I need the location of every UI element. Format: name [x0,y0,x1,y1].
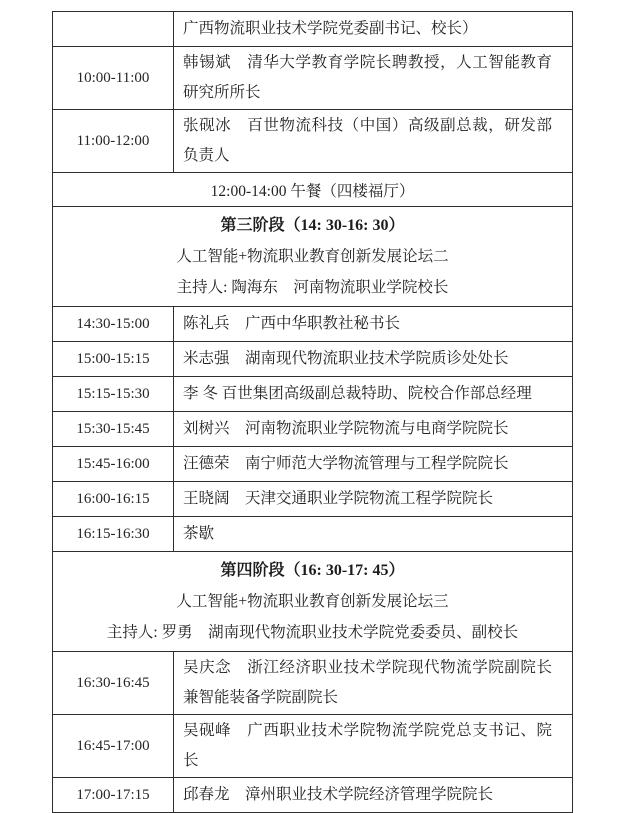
stage-header-row [53,207,573,307]
agenda-row [53,778,573,813]
speaker-cell: 韩锡斌 清华大学教育学院长聘教授，人工智能教育研究所所长 [174,47,573,110]
speaker-cell: 陈礼兵 广西中华职教社秘书长 [174,307,573,342]
stage-host-line: 主持人: 陶海东 河南物流职业学院校长 [176,279,449,296]
speaker-cell: 王晓阔 天津交通职业学院物流工程学院院长 [174,482,573,517]
speaker-cell: 广西物流职业技术学院党委副书记、校长） [174,12,573,47]
speaker-cell: 吴庆念 浙江经济职业技术学院现代物流学院副院长兼智能装备学院副院长 [174,652,573,715]
time-cell: 15:30-15:45 [53,412,174,447]
agenda-row [53,307,573,342]
stage-header-cell [53,552,573,652]
agenda-table [52,11,573,813]
stage-header-row [53,552,573,652]
time-cell: 16:45-17:00 [53,715,174,778]
time-cell [53,12,174,47]
agenda-row [53,715,573,778]
speaker-cell: 刘树兴 河南物流职业学院物流与电商学院院长 [174,412,573,447]
time-cell: 16:30-16:45 [53,652,174,715]
agenda-row [53,110,573,173]
time-cell: 16:00-16:15 [53,482,174,517]
speaker-cell: 米志强 湖南现代物流职业技术学院质诊处处长 [174,342,573,377]
agenda-table-body [53,12,573,813]
agenda-row [53,412,573,447]
agenda-row [53,377,573,412]
agenda-row [53,482,573,517]
stage-host-line: 主持人: 罗勇 湖南现代物流职业技术学院党委委员、副校长 [106,624,519,641]
agenda-row [53,652,573,715]
agenda-row [53,47,573,110]
stage-forum-subtitle: 人工智能+物流职业教育创新发展论坛三 [176,593,449,610]
time-cell: 15:45-16:00 [53,447,174,482]
agenda-row [53,342,573,377]
time-cell: 14:30-15:00 [53,307,174,342]
agenda-row [53,447,573,482]
time-cell: 15:00-15:15 [53,342,174,377]
agenda-row [53,517,573,552]
break-row [53,173,573,207]
stage-header-cell [53,207,573,307]
time-cell: 17:00-17:15 [53,778,174,813]
time-cell: 10:00-11:00 [53,47,174,110]
stage-forum-subtitle: 人工智能+物流职业教育创新发展论坛二 [176,248,449,265]
lunch-break-cell: 12:00-14:00 午餐（四楼福厅） [53,173,573,207]
speaker-cell: 汪德荣 南宁师范大学物流管理与工程学院院长 [174,447,573,482]
stage-title: 第三阶段（14: 30-16: 30） [220,217,405,234]
time-cell: 16:15-16:30 [53,517,174,552]
time-cell: 11:00-12:00 [53,110,174,173]
speaker-cell: 李 冬 百世集团高级副总裁特助、院校合作部总经理 [174,377,573,412]
agenda-row [53,12,573,47]
speaker-cell: 邱春龙 漳州职业技术学院经济管理学院院长 [174,778,573,813]
speaker-cell: 茶歇 [174,517,573,552]
stage-title: 第四阶段（16: 30-17: 45） [220,562,405,579]
speaker-cell: 张砚冰 百世物流科技（中国）高级副总裁，研发部负责人 [174,110,573,173]
time-cell: 15:15-15:30 [53,377,174,412]
speaker-cell: 吴砚峰 广西职业技术学院物流学院党总支书记、院长 [174,715,573,778]
